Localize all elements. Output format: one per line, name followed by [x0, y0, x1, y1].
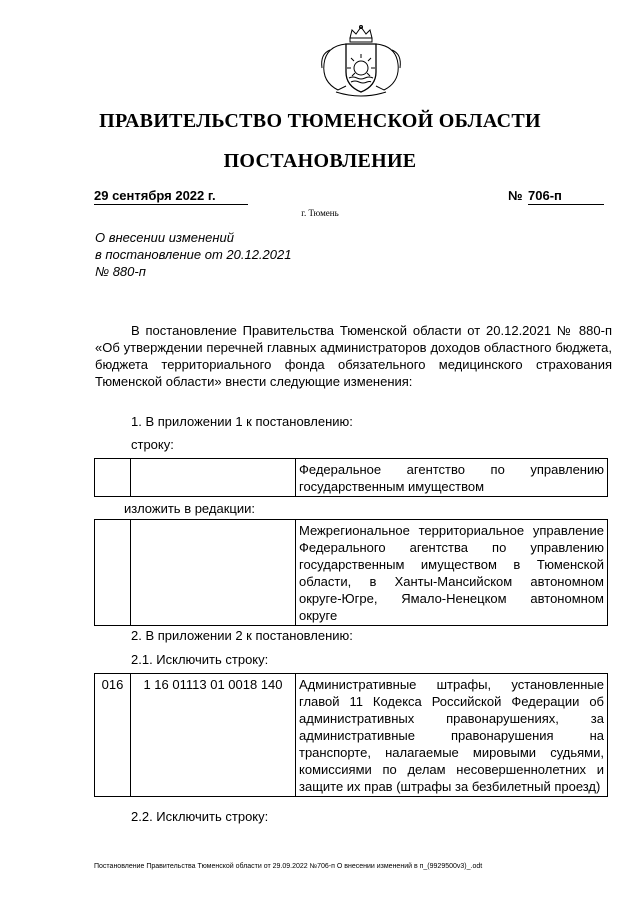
government-title: ПРАВИТЕЛЬСТВО ТЮМЕНСКОЙ ОБЛАСТИ: [99, 110, 541, 132]
number-sign: №: [508, 188, 523, 203]
item-2: 2. В приложении 2 к постановлению:: [131, 628, 353, 643]
table-cell-name: Федеральное агентство по управлению государственным имуществом: [296, 459, 608, 497]
subject-line: О внесении изменений: [95, 230, 234, 245]
item-2-1: 2.1. Исключить строку:: [131, 652, 269, 667]
table-3: [94, 673, 608, 797]
item-2-2: 2.2. Исключить строку:: [131, 809, 269, 824]
document-type: ПОСТАНОВЛЕНИЕ: [223, 150, 417, 172]
table-row: [95, 674, 608, 797]
document-number: 706-п: [528, 188, 604, 205]
table-2: [94, 519, 608, 626]
item-1: 1. В приложении 1 к постановлению:: [131, 414, 353, 429]
table-row: [95, 520, 608, 626]
table-cell-name: Межрегиональное территориальное управление Федерального агентства по управлению государственным имуществом в Тюменской области, в Ханты-Мансийском автономном округе-Югре, Ямало-Ненецком автономном округе: [296, 520, 608, 626]
table-cell-code: 016: [95, 674, 131, 797]
coat-of-arms-icon: [316, 24, 406, 98]
table-cell-code: [95, 459, 131, 497]
table-cell-code: [95, 520, 131, 626]
city: г. Тюмень: [301, 208, 339, 218]
table-cell-name: Административные штрафы, установленные главой 11 Кодекса Российской Федерации об административных правонарушениях, за административные правонарушения на транспорте, налагаемые мировыми судьями, комиссиями по делам несовершеннолетних и защите их прав (штрафы за безбилетный проезд): [296, 674, 608, 797]
table-cell-kbk: [131, 520, 296, 626]
table-1: [94, 458, 608, 497]
subject-block: [95, 229, 291, 280]
table-cell-kbk: 1 16 01113 01 0018 140: [131, 674, 296, 797]
table-row: [95, 459, 608, 497]
footer-filename: Постановление Правительства Тюменской области от 29.09.2022 №706-п О внесении изменений в п_(9929500v3)_.odt: [94, 863, 483, 870]
intro-paragraph: В постановление Правительства Тюменской области от 20.12.2021 № 880-п «Об утверждении перечней главных администраторов доходов областного бюджета, бюджета территориального фонда обязательного медицинского страхования Тюменской области» внести следующие изменения:: [95, 323, 612, 389]
document-date: 29 сентября 2022 г.: [94, 188, 248, 205]
subject-line: № 880-п: [95, 264, 146, 279]
table-cell-kbk: [131, 459, 296, 497]
restate-label: изложить в редакции:: [124, 501, 255, 516]
subject-line: в постановление от 20.12.2021: [95, 247, 292, 262]
row-label: строку:: [131, 437, 174, 452]
